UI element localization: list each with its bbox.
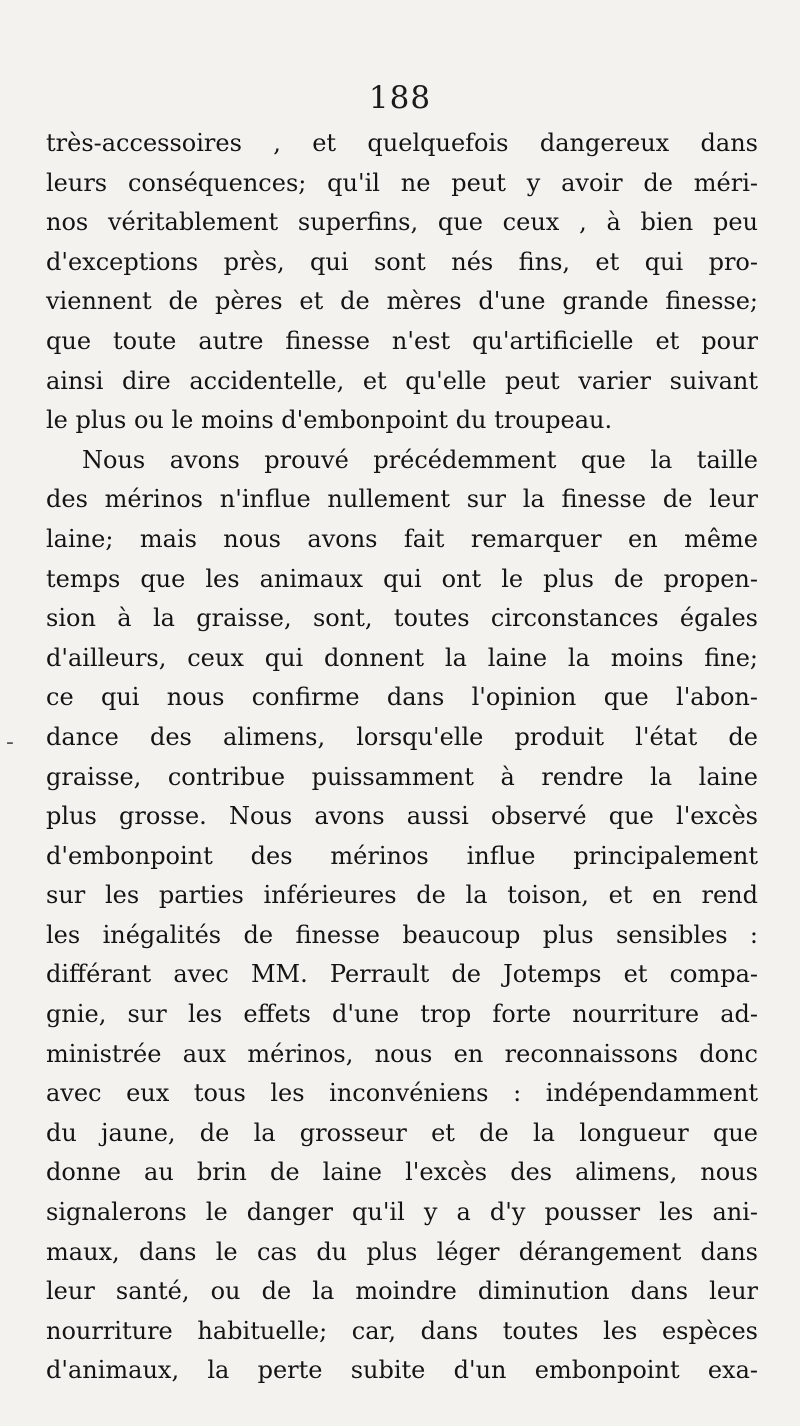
margin-mark: - [6, 730, 14, 755]
text-line: leur santé, ou de la moindre diminution dans leur [46, 1277, 758, 1306]
text-line: sur les parties inférieures de la toison, et en rend [46, 881, 758, 910]
text-line: plus grosse. Nous avons aussi observé que l'excès [46, 802, 758, 831]
text-line: d'animaux, la perte subite d'un embonpoint exa- [46, 1356, 758, 1385]
text-line: différant avec MM. Perrault de Jotemps et compa- [46, 960, 758, 989]
text-line: leurs conséquences; qu'il ne peut y avoir de méri- [46, 168, 758, 197]
text-line: viennent de pères et de mères d'une grande finesse; [46, 287, 758, 316]
text-line: graisse, contribue puissamment à rendre la laine [46, 762, 758, 791]
text-line: dance des alimens, lorsqu'elle produit l'état de [46, 722, 758, 751]
text-line: Nous avons prouvé précédemment que la taille [82, 445, 758, 474]
text-line: nourriture habituelle; car, dans toutes les espèces [46, 1316, 758, 1345]
text-line: d'exceptions près, qui sont nés fins, et qui pro- [46, 247, 758, 276]
text-line: donne au brin de laine l'excès des alimens, nous [46, 1158, 758, 1187]
text-line: d'ailleurs, ceux qui donnent la laine la moins fine; [46, 643, 758, 672]
text-line: sion à la graisse, sont, toutes circonstances égales [46, 604, 758, 633]
text-line: le plus ou le moins d'embonpoint du troupeau. [46, 406, 613, 435]
text-line: maux, dans le cas du plus léger dérangement dans [46, 1237, 758, 1266]
text-line: très-accessoires , et quelquefois dangereux dans [46, 129, 758, 157]
text-line: du jaune, de la grosseur et de la longueur que [46, 1118, 758, 1147]
text-line: laine; mais nous avons fait remarquer en même [46, 524, 758, 553]
text-line: nos véritablement superfins, que ceux , à bien peu [46, 208, 758, 237]
text-line: ainsi dire accidentelle, et qu'elle peut varier suivant [46, 366, 758, 395]
text-line: les inégalités de finesse beaucoup plus sensibles : [46, 920, 758, 949]
text-line: signalerons le danger qu'il y a d'y pousser les ani- [46, 1198, 758, 1227]
text-line: ministrée aux mérinos, nous en reconnaissons donc [46, 1039, 758, 1068]
text-line: des mérinos n'influe nullement sur la finesse de leur [46, 485, 758, 514]
body-text [46, 124, 758, 1391]
text-line: d'embonpoint des mérinos influe principalement [46, 841, 758, 870]
text-line: ce qui nous confirme dans l'opinion que l'abon- [46, 683, 758, 712]
text-line: avec eux tous les inconvéniens : indépendamment [46, 1079, 758, 1108]
text-line: gnie, sur les effets d'une trop forte nourriture ad- [46, 1000, 758, 1029]
text-line: que toute autre finesse n'est qu'artificielle et pour [46, 326, 758, 355]
page-number: 188 [368, 80, 432, 116]
text-line: temps que les animaux qui ont le plus de propen- [46, 564, 758, 593]
